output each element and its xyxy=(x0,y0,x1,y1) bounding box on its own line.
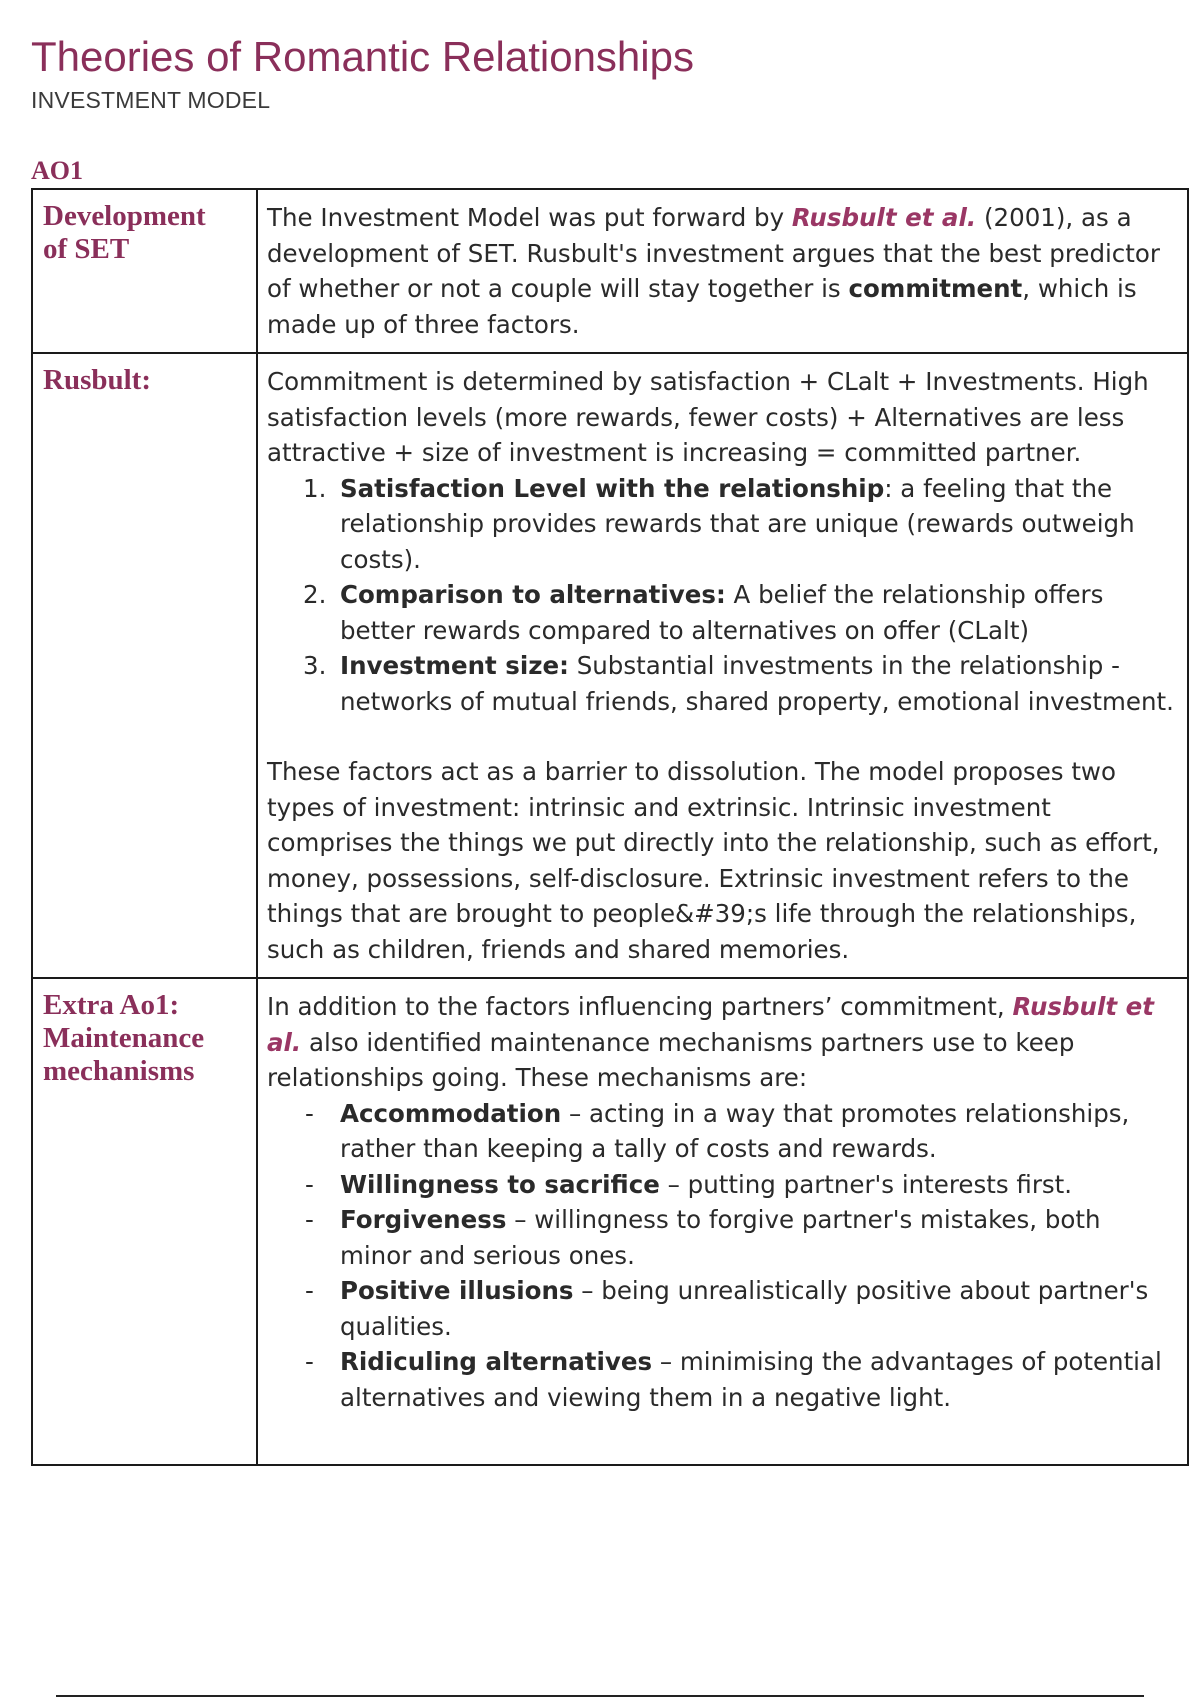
page-subtitle: INVESTMENT MODEL xyxy=(31,87,271,113)
label-line: mechanisms xyxy=(43,1055,195,1087)
bold-term: Positive illusions xyxy=(340,1276,574,1305)
text-run: The Investment Model was put forward by xyxy=(267,203,792,232)
text-run: also identified maintenance mechanisms partners use to keep relationships going. These mechanisms are: xyxy=(267,1027,1075,1092)
section-label: AO1 xyxy=(31,156,83,185)
list-number: 3. xyxy=(303,651,327,680)
citation: Rusbult et al. xyxy=(267,992,1154,1057)
label-line: of SET xyxy=(43,233,130,265)
label-line: Extra Ao1: xyxy=(43,989,180,1021)
list-item xyxy=(267,1167,1175,1203)
row-label-development xyxy=(32,189,257,353)
text-run: – putting partner's interests first. xyxy=(659,1169,1073,1199)
row-body-rusbult xyxy=(257,353,1188,978)
row-body-extra xyxy=(257,978,1188,1465)
label-line: Development xyxy=(43,200,206,232)
text-run: In addition to the factors influencing partners’ commitment, xyxy=(267,992,1013,1021)
citation: Rusbult et al. xyxy=(791,203,977,232)
list-bullet: - xyxy=(305,1205,314,1234)
bold-term: Satisfaction Level with the relationship xyxy=(340,473,885,503)
list-item xyxy=(267,1273,1175,1344)
paragraph: These factors act as a barrier to dissolution. The model proposes two types of investment: intrinsic and extrinsic. Intrinsic investment comprises the things we put directly into the relationship, such as effort, money, possessions, self-disclosure. Extrinsic investment refers to the things that are brought to people&#39;s life through the relationships, such as children, friends and shared memories. xyxy=(267,757,1160,964)
bold-term: Comparison to alternatives: xyxy=(340,580,726,609)
paragraph xyxy=(267,200,1175,342)
spacer xyxy=(267,719,1175,754)
mechanism-list xyxy=(267,1096,1175,1416)
list-item xyxy=(267,1344,1175,1415)
list-item xyxy=(267,648,1175,719)
footer-rule xyxy=(56,1695,1144,1697)
list-item xyxy=(267,1096,1175,1167)
label-line: Maintenance xyxy=(43,1022,205,1054)
bold-term: commitment xyxy=(848,274,1023,303)
paragraph xyxy=(267,989,1175,1096)
list-item xyxy=(267,1202,1175,1273)
text-run: A belief the relationship offers better rewards compared to alternatives on offer (CLalt) xyxy=(340,580,1104,645)
row-label-rusbult xyxy=(32,353,257,978)
row-label-extra xyxy=(32,978,257,1465)
bold-term: Ridiculing alternatives xyxy=(340,1347,653,1376)
bold-term: Investment size: xyxy=(340,651,569,680)
document-page xyxy=(31,30,1189,1466)
label-line: Rusbult: xyxy=(43,364,151,396)
table-row xyxy=(32,353,1188,978)
text-run: Substantial investments in the relationship - networks of mutual friends, shared property, emotional investment. xyxy=(340,651,1174,716)
paragraph: Commitment is determined by satisfaction + CLalt + Investments. High satisfaction levels (more rewards, fewer costs) + Alternatives are less attractive + size of investment is increasing = committed partner. xyxy=(267,367,1149,467)
text-run: – being unrealistically positive about partner's qualities. xyxy=(340,1276,1149,1341)
text-run: – willingness to forgive partner's mistakes, both minor and serious ones. xyxy=(340,1205,1101,1270)
list-item xyxy=(267,471,1175,578)
text-run: – acting in a way that promotes relationships, rather than keeping a tally of costs and rewards. xyxy=(340,1098,1130,1163)
table-row xyxy=(32,189,1188,353)
text-run: – minimising the advantages of potential alternatives and viewing them in a negative light. xyxy=(340,1347,1162,1412)
page-title: Theories of Romantic Relationships xyxy=(31,33,694,80)
list-number: 2. xyxy=(303,580,327,609)
bold-term: Accommodation xyxy=(340,1098,562,1128)
bold-term: Forgiveness xyxy=(340,1205,507,1234)
list-bullet: - xyxy=(305,1098,314,1128)
list-bullet: - xyxy=(305,1347,314,1376)
list-bullet: - xyxy=(305,1169,314,1199)
list-item xyxy=(267,577,1175,648)
notes-table xyxy=(31,188,1189,1466)
row-body-development xyxy=(257,189,1188,353)
list-number: 1. xyxy=(303,473,327,503)
text-run: : a feeling that the relationship provides rewards that are unique (rewards outweigh costs). xyxy=(340,473,1135,574)
text-run: (2001), as a development of SET. Rusbult's investment argues that the best predictor of whether or not a couple will stay together is xyxy=(267,203,1160,303)
bold-term: Willingness to sacrifice xyxy=(340,1169,660,1199)
table-row xyxy=(32,978,1188,1465)
factor-list xyxy=(267,471,1175,720)
text-run: , which is made up of three factors. xyxy=(267,274,1137,339)
list-bullet: - xyxy=(305,1276,314,1305)
